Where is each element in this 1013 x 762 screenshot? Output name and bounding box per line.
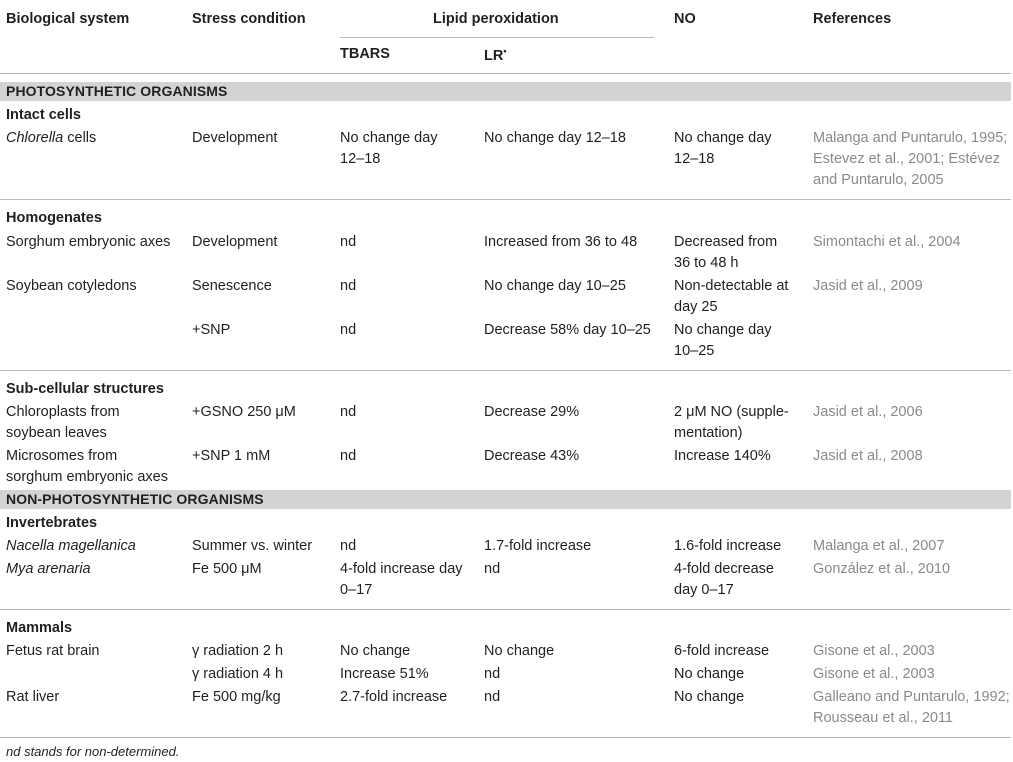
divider — [0, 199, 1011, 200]
lipid-subheader-rule — [340, 37, 654, 38]
header-lr: LR• — [484, 46, 507, 64]
section-homogenates: Homogenates — [6, 210, 102, 226]
fetus-no: 6-fold increase — [674, 643, 770, 659]
chlorella-ref: Malanga and Puntarulo, 1995; Estevez et al., 2001; Estévez and Puntarulo, 2005 — [813, 130, 1008, 188]
fetus-tbars: No change — [340, 643, 411, 659]
band-photosynthetic: PHOTOSYNTHETIC ORGANISMS — [0, 82, 1011, 101]
footnote: nd stands for non-determined. — [6, 744, 180, 759]
microsomes-stress: +SNP 1 mM — [192, 448, 271, 464]
soybean-ref: Jasid et al., 2009 — [813, 278, 923, 294]
ratliver-lr: nd — [484, 689, 501, 705]
mya-no: 4-fold decrease day 0–17 — [674, 561, 774, 598]
nacella-ref: Malanga et al., 2007 — [813, 538, 945, 554]
soybean-no: Non-detectable at day 25 — [674, 278, 789, 315]
chloroplasts-stress: +GSNO 250 μM — [192, 404, 296, 420]
header-biological-system: Biological system — [6, 11, 130, 27]
fetus-stress: γ radiation 2 h — [192, 643, 284, 659]
sorghum-ref: Simontachi et al., 2004 — [813, 234, 961, 250]
chloroplasts-ref: Jasid et al., 2006 — [813, 404, 923, 420]
chloroplasts-no: 2 μM NO (supple- mentation) — [674, 404, 789, 441]
mya-stress: Fe 500 μM — [192, 561, 262, 577]
chloroplasts-system: Chloroplasts from soybean leaves — [6, 404, 120, 441]
header-rule — [0, 73, 1011, 74]
header-stress-condition: Stress condition — [192, 11, 306, 27]
fetus-lr: No change — [484, 643, 555, 659]
fetus-ref: Gisone et al., 2003 — [813, 643, 935, 659]
nacella-lr: 1.7-fold increase — [484, 538, 592, 554]
fetus4-no: No change — [674, 666, 745, 682]
snp-stress: +SNP — [192, 322, 231, 338]
chloroplasts-lr: Decrease 29% — [484, 404, 580, 420]
fetus4-stress: γ radiation 4 h — [192, 666, 284, 682]
nacella-system: Nacella magellanica — [6, 538, 136, 554]
snp-tbars: nd — [340, 322, 357, 338]
sorghum-tbars: nd — [340, 234, 357, 250]
mya-system: Mya arenaria — [6, 561, 91, 577]
header-tbars: TBARS — [340, 46, 390, 62]
microsomes-tbars: nd — [340, 448, 357, 464]
nacella-stress: Summer vs. winter — [192, 538, 313, 554]
snp-lr: Decrease 58% day 10–25 — [484, 322, 651, 338]
chloroplasts-tbars: nd — [340, 404, 357, 420]
table-bottom-rule — [0, 737, 1011, 738]
sorghum-system: Sorghum embryonic axes — [6, 234, 171, 250]
sorghum-lr: Increased from 36 to 48 — [484, 234, 638, 250]
microsomes-lr: Decrease 43% — [484, 448, 580, 464]
chlorella-no: No change day 12–18 — [674, 130, 772, 167]
ratliver-ref: Galleano and Puntarulo, 1992; Rousseau et al., 2011 — [813, 689, 1010, 726]
section-subcellular: Sub-cellular structures — [6, 381, 164, 397]
fetus4-ref: Gisone et al., 2003 — [813, 666, 935, 682]
band-non-photosynthetic: NON-PHOTOSYNTHETIC ORGANISMS — [0, 490, 1011, 509]
soybean-stress: Senescence — [192, 278, 272, 294]
section-mammals: Mammals — [6, 620, 73, 636]
header-lipid-peroxidation: Lipid peroxidation — [433, 11, 559, 27]
soybean-lr: No change day 10–25 — [484, 278, 626, 294]
ratliver-system: Rat liver — [6, 689, 60, 705]
header-no: NO — [674, 11, 696, 27]
fetus4-tbars: Increase 51% — [340, 666, 429, 682]
ratliver-tbars: 2.7-fold increase — [340, 689, 448, 705]
header-references: References — [813, 11, 892, 27]
microsomes-ref: Jasid et al., 2008 — [813, 448, 923, 464]
divider — [0, 370, 1011, 371]
chlorella-system: Chlorella cells — [6, 130, 97, 146]
microsomes-system: Microsomes from sorghum embryonic axes — [6, 448, 168, 485]
mya-lr: nd — [484, 561, 501, 577]
mya-ref: González et al., 2010 — [813, 561, 951, 577]
fetus-system: Fetus rat brain — [6, 643, 100, 659]
chlorella-stress: Development — [192, 130, 278, 146]
ratliver-no: No change — [674, 689, 745, 705]
chlorella-lr: No change day 12–18 — [484, 130, 626, 146]
fetus4-lr: nd — [484, 666, 501, 682]
divider — [0, 609, 1011, 610]
sorghum-no: Decreased from 36 to 48 h — [674, 234, 778, 271]
snp-no: No change day 10–25 — [674, 322, 772, 359]
nacella-tbars: nd — [340, 538, 357, 554]
section-intact-cells: Intact cells — [6, 107, 81, 123]
soybean-tbars: nd — [340, 278, 357, 294]
section-invertebrates: Invertebrates — [6, 515, 98, 531]
nacella-no: 1.6-fold increase — [674, 538, 782, 554]
microsomes-no: Increase 140% — [674, 448, 771, 464]
soybean-system: Soybean cotyledons — [6, 278, 137, 294]
mya-tbars: 4-fold increase day 0–17 — [340, 561, 463, 598]
chlorella-tbars: No change day 12–18 — [340, 130, 438, 167]
sorghum-stress: Development — [192, 234, 278, 250]
ratliver-stress: Fe 500 mg/kg — [192, 689, 281, 705]
